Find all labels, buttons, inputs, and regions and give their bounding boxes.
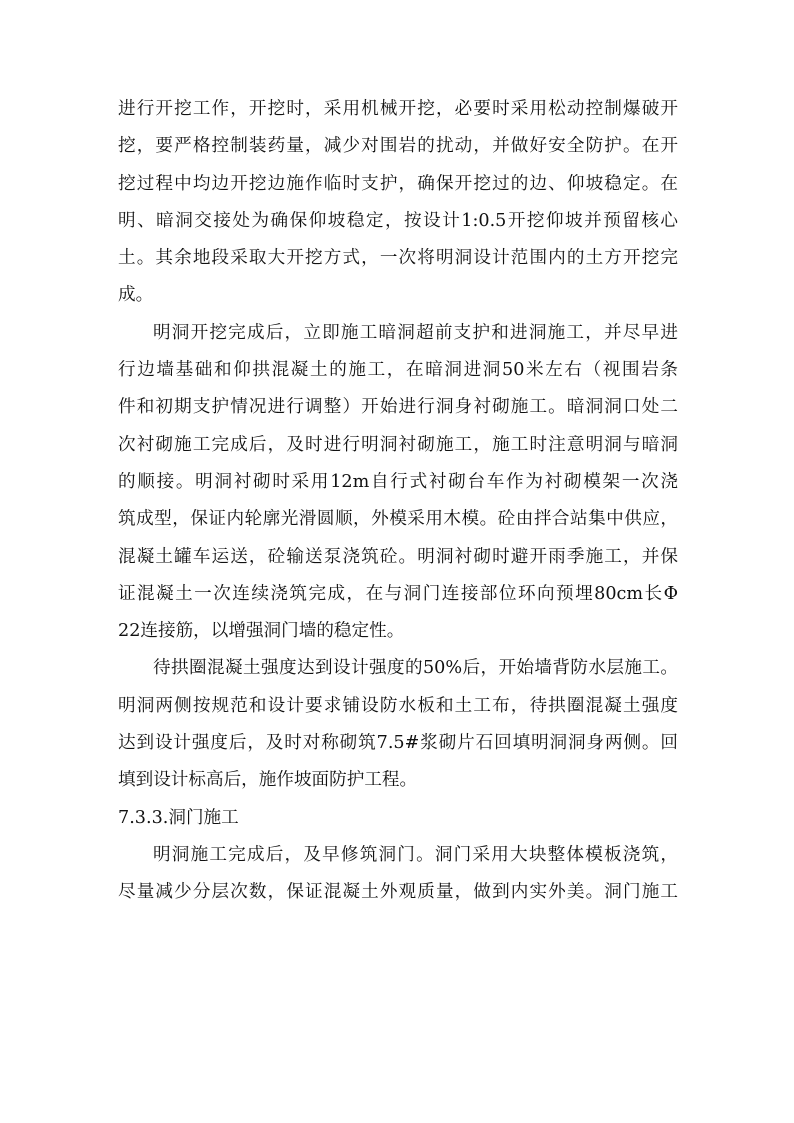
text-line: 尽量减少分层次数，保证混凝土外观质量，做到内实外美。洞门施工 (118, 882, 678, 903)
text-line: 挖，要严格控制装药量，减少对围岩的扰动，并做好安全防护。在开 (118, 136, 678, 157)
text-line: 22连接筋，以增强洞门墙的稳定性。 (118, 621, 405, 642)
text-line: 明洞施工完成后，及早修筑洞门。洞门采用大块整体模板浇筑， (153, 844, 678, 865)
text-line: 件和初期支护情况进行调整）开始进行洞身衬砌施工。暗洞洞口处二 (118, 397, 678, 418)
text-line: 筑成型，保证内轮廓光滑圆顺，外模采用木模。砼由拌合站集中供应， (118, 509, 678, 530)
text-line: 成。 (118, 285, 154, 306)
text-line: 明洞开挖完成后，立即施工暗洞超前支护和进洞施工，并尽早进 (153, 322, 678, 343)
text-line: 达到设计强度后，及时对称砌筑7.5#浆砌片石回填明洞洞身两侧。回 (118, 733, 678, 754)
body-text (118, 91, 678, 912)
text-line: 土。其余地段采取大开挖方式，一次将明洞设计范围内的土方开挖完 (118, 248, 678, 269)
paragraph-lining (118, 315, 678, 651)
text-line: 次衬砌施工完成后，及时进行明洞衬砌施工，施工时注意明洞与暗洞 (118, 434, 678, 455)
paragraph-waterproofing (118, 650, 678, 799)
text-line: 明、暗洞交接处为确保仰坡稳定，按设计1:0.5开挖仰坡并预留核心 (118, 210, 678, 231)
paragraph-excavation (118, 91, 678, 315)
text-line: 填到设计标高后，施作坡面防护工程。 (118, 770, 418, 791)
text-line: 待拱圈混凝土强度达到设计强度的50%后，开始墙背防水层施工。 (153, 658, 678, 679)
text-line: 证混凝土一次连续浇筑完成，在与洞门连接部位环向预埋80cm长Φ (118, 583, 678, 604)
text-line: 挖过程中均边开挖边施作临时支护，确保开挖过的边、仰坡稳定。在 (118, 173, 678, 194)
text-line: 明洞两侧按规范和设计要求铺设防水板和土工布，待拱圈混凝土强度 (118, 695, 678, 716)
paragraph-portal (118, 837, 678, 912)
text-line: 的顺接。明洞衬砌时采用12m自行式衬砌台车作为衬砌模架一次浇 (118, 471, 678, 492)
text-line: 混凝土罐车运送，砼输送泵浇筑砼。明洞衬砌时避开雨季施工，并保 (118, 546, 678, 567)
text-line: 进行开挖工作，开挖时，采用机械开挖，必要时采用松动控制爆破开 (118, 99, 678, 119)
text-line: 行边墙基础和仰拱混凝土的施工，在暗洞进洞50米左右（视围岩条 (118, 360, 678, 381)
section-heading: 7.3.3.洞门施工 (118, 807, 239, 828)
